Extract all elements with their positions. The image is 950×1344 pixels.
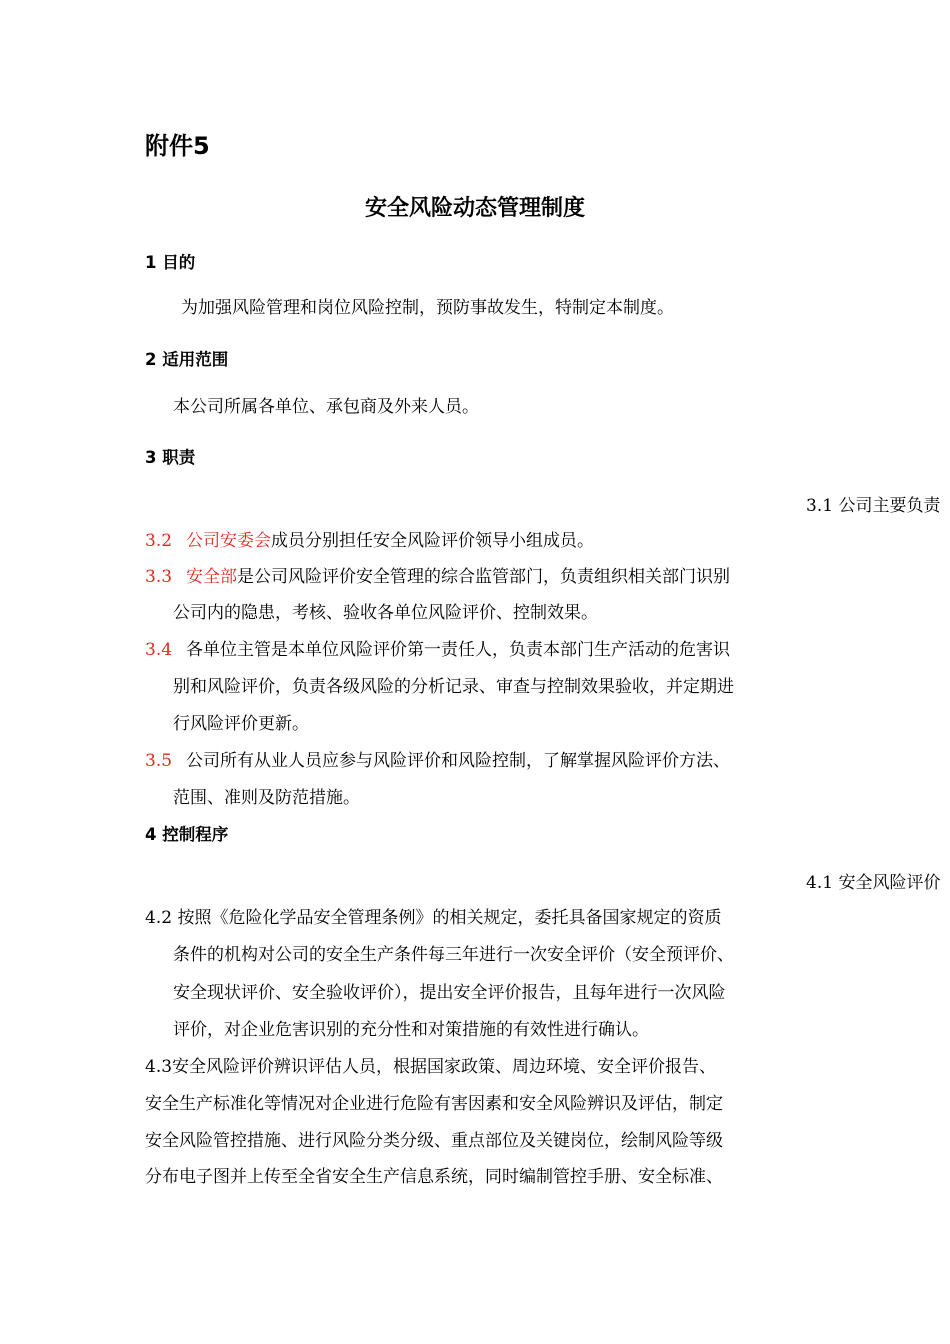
- item-3-3-highlight: 安全部: [186, 567, 238, 587]
- item-3-2-number: 3.2: [145, 531, 173, 551]
- item-4-2-line-3: 安全现状评价、安全验收评价），提出安全评价报告，且每年进行一次风险: [173, 983, 726, 1003]
- document-title: 安全风险动态管理制度: [364, 196, 585, 221]
- item-3-4-line-3: 行风险评价更新。: [173, 714, 309, 734]
- section-2-body: 本公司所属各单位、承包商及外来人员。: [173, 397, 479, 417]
- item-4-3-line-1: 4.3安全风险评价辨识评估人员，根据国家政策、周边环境、安全评价报告、: [145, 1057, 717, 1077]
- item-3-2-text: 成员分别担任安全风险评价领导小组成员。: [271, 531, 595, 551]
- item-4-2-line-2: 条件的机构对公司的安全生产条件每三年进行一次安全评价（安全预评价、: [173, 945, 734, 965]
- item-3-4: [145, 639, 730, 661]
- item-4-3-line-2: 安全生产标准化等情况对企业进行危险有害因素和安全风险辨识及评估，制定: [145, 1094, 723, 1114]
- item-3-3: [145, 566, 730, 588]
- item-3-3-text: 是公司风险评价安全管理的综合监管部门，负责组织相关部门识别: [237, 567, 731, 587]
- section-4-heading: 4 控制程序: [145, 825, 229, 844]
- item-3-2-highlight: 公司安委会: [186, 531, 272, 551]
- item-4-3-line-4: 分布电子图并上传至全省安全生产信息系统，同时编制管控手册、安全标准、: [145, 1167, 723, 1187]
- annex-label: 附件5: [145, 132, 210, 160]
- item-4-2-line-4: 评价，对企业危害识别的充分性和对策措施的有效性进行确认。: [173, 1020, 649, 1040]
- item-3-5-line-2: 范围、准则及防范措施。: [173, 788, 360, 808]
- item-3-5-number: 3.5: [145, 751, 173, 771]
- item-3-3-line-2: 公司内的隐患，考核、验收各单位风险评价、控制效果。: [173, 603, 598, 623]
- item-3-5: [145, 750, 730, 772]
- section-1-heading: 1 目的: [145, 253, 196, 272]
- section-3-heading: 3 职责: [145, 448, 196, 467]
- item-3-4-text: 各单位主管是本单位风险评价第一责任人，负责本部门生产活动的危害识: [186, 640, 731, 660]
- section-2-heading: 2 适用范围: [145, 350, 229, 369]
- item-3-4-line-2: 别和风险评价，负责各级风险的分析记录、审查与控制效果验收，并定期进: [173, 677, 734, 697]
- item-3-5-text: 公司所有从业人员应参与风险评价和风险控制，了解掌握风险评价方法、: [186, 751, 731, 771]
- item-3-4-number: 3.4: [145, 640, 173, 660]
- item-3-2: [145, 530, 594, 552]
- item-3-3-number: 3.3: [145, 567, 173, 587]
- item-4-3-line-3: 安全风险管控措施、进行风险分类分级、重点部位及关键岗位，绘制风险等级: [145, 1131, 723, 1151]
- item-3-1: 3.1 公司主要负责: [806, 496, 941, 516]
- item-4-1: 4.1 安全风险评价: [806, 873, 941, 893]
- item-4-2-line-1: 4.2 按照《危险化学品安全管理条例》的相关规定，委托具备国家规定的资质: [145, 908, 722, 928]
- section-1-body: 为加强风险管理和岗位风险控制，预防事故发生，特制定本制度。: [181, 298, 674, 318]
